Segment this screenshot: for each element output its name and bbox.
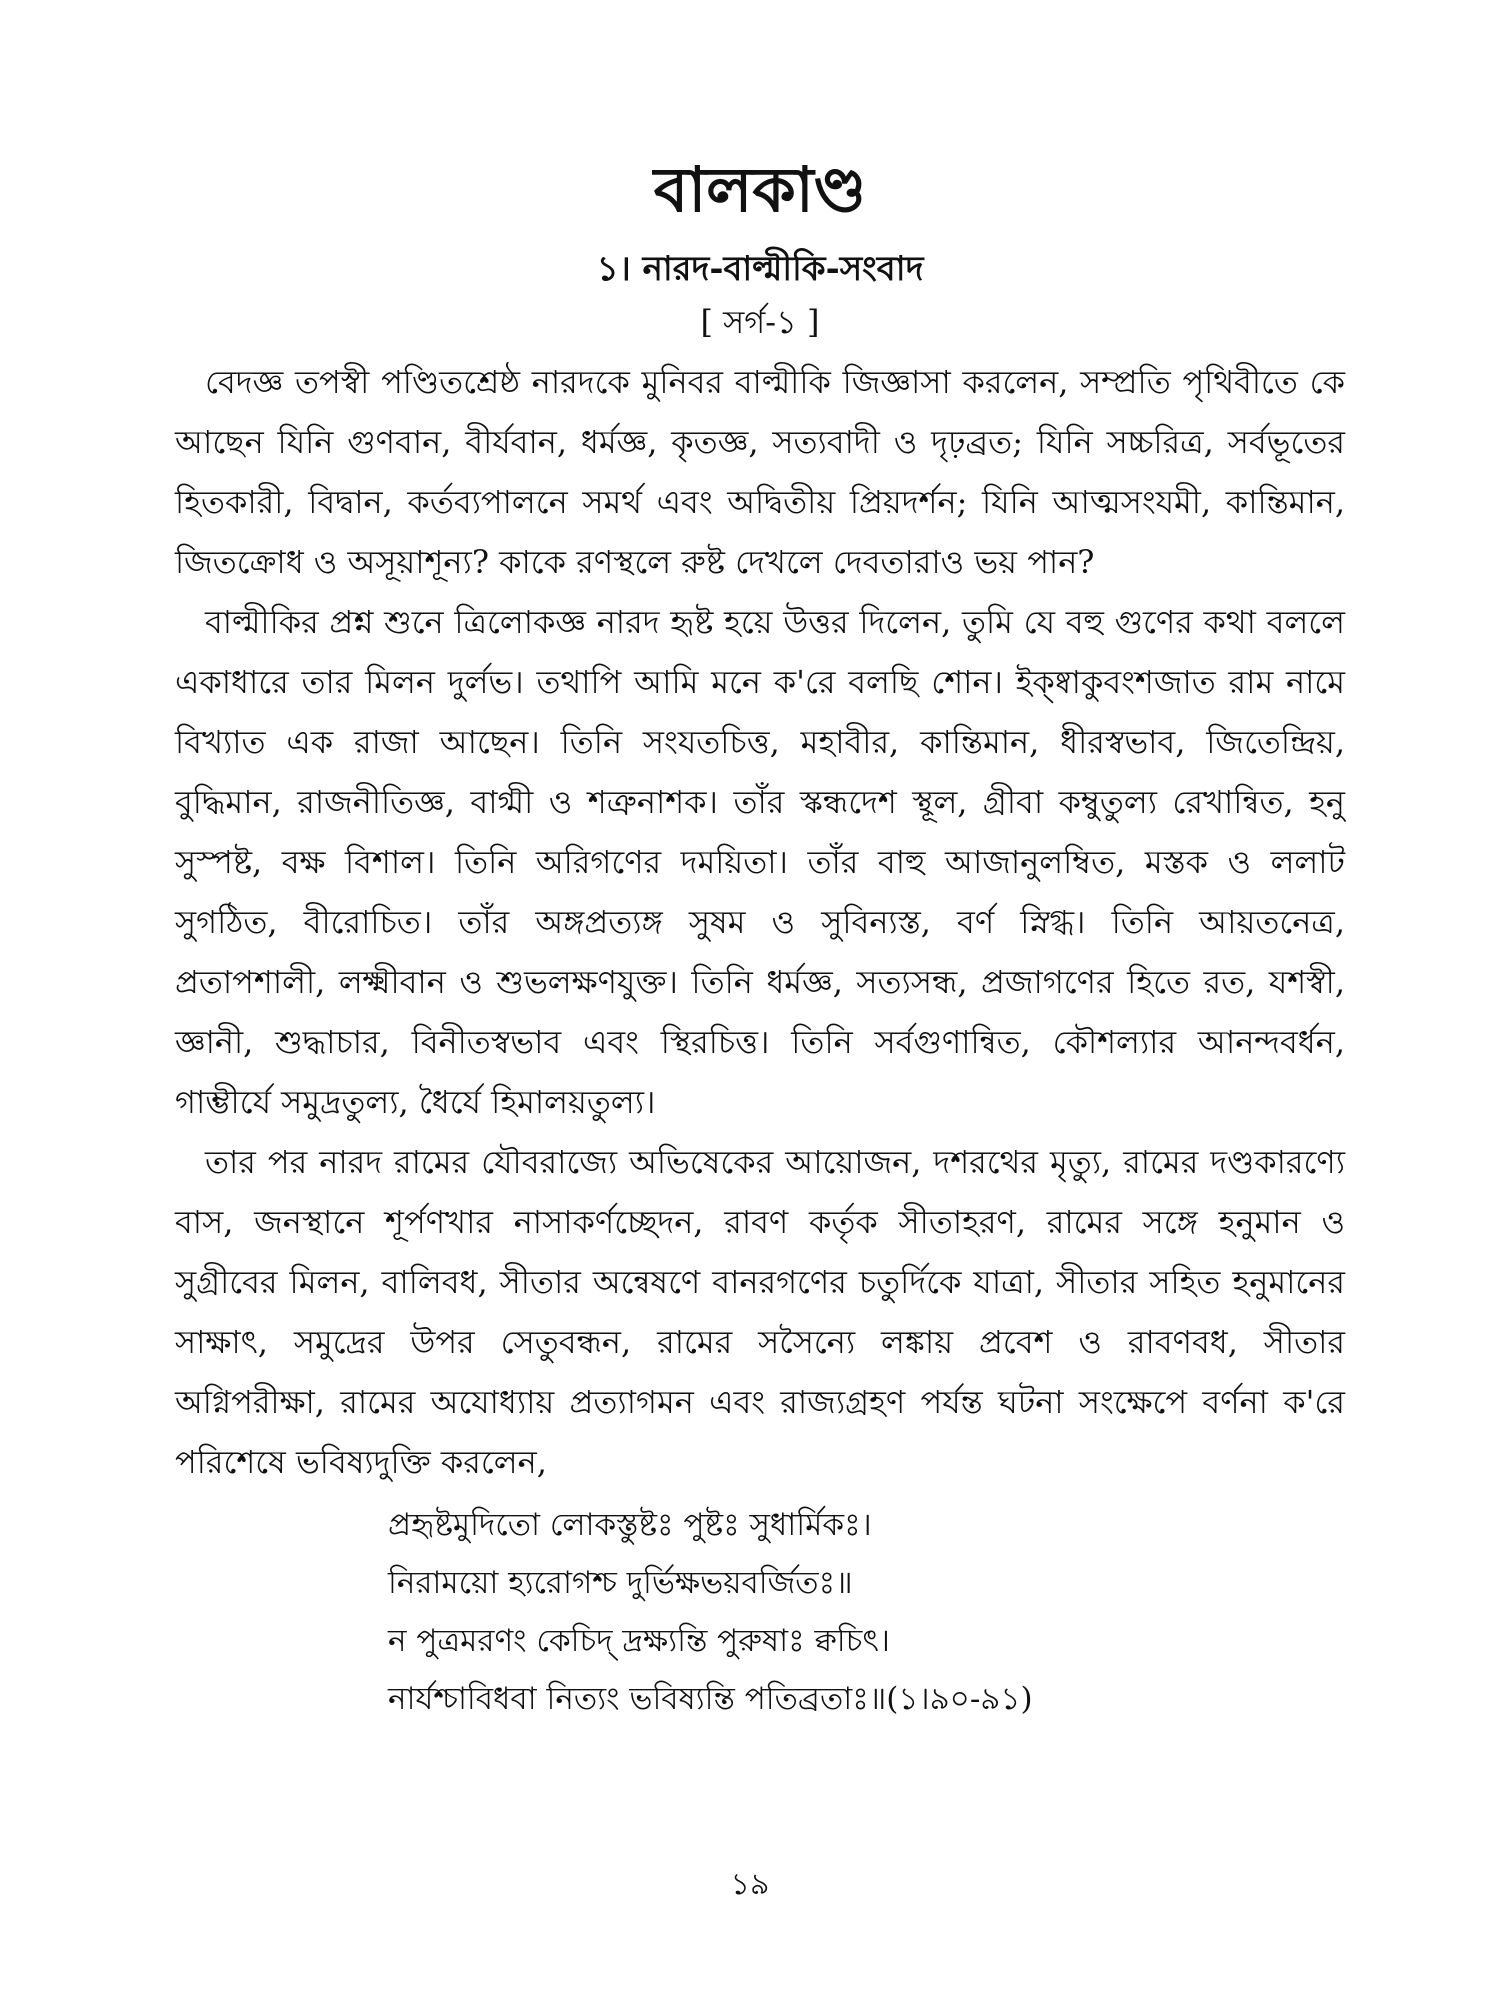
section-heading: ১। নারদ-বাল্মীকি-সংবাদ xyxy=(596,249,924,289)
verse-line-4: নার্যশ্চাবিধবা নিত্যং ভবিষ্যন্তি পতিব্রতাঃ॥(১।৯০-৯১) xyxy=(388,1681,1033,1717)
page-number: ১৯ xyxy=(730,1867,770,1902)
book-title: বালকাণ্ড xyxy=(653,153,867,226)
sanskrit-verse xyxy=(388,1496,1345,1728)
page-content xyxy=(175,150,1345,1728)
verse-line-1: প্রহৃষ্টমুদিতো লোকস্তুষ্টঃ পুষ্টঃ সুধার্মিকঃ। xyxy=(388,1507,872,1543)
sarga-label: [ সর্গ-১ ] xyxy=(700,303,820,341)
paragraph-2: বাল্মীকির প্রশ্ন শুনে ত্রিলোকজ্ঞ নারদ হৃষ্ট হয়ে উত্তর দিলেন, তুমি যে বহু গুণের কথা বললে একাধারে তার মিলন দুর্লভ। তথাপি আমি মনে ক'রে বলছি শোন। ইক্ষ্বাকুবংশজাত রাম নামে বিখ্যাত এক রাজা আছেন। তিনি সংযতচিত্ত, মহাবীর, কান্তিমান, ধীরস্বভাব, জিতেন্দ্রিয়, বুদ্ধিমান, রাজনীতিজ্ঞ, বাগ্মী ও শত্রুনাশক। তাঁর স্কন্ধদেশ স্থূল, গ্রীবা কম্বুতুল্য রেখান্বিত, হনু সুস্পষ্ট, বক্ষ বিশাল। তিনি অরিগণের দময়িতা। তাঁর বাহু আজানুলম্বিত, মস্তক ও ললাট সুগঠিত, বীরোচিত। তাঁর অঙ্গপ্রত্যঙ্গ সুষম ও সুবিন্যস্ত, বর্ণ স্নিগ্ধ। তিনি আয়তনেত্র, প্রতাপশালী, লক্ষ্মীবান ও শুভলক্ষণযুক্ত। তিনি ধর্মজ্ঞ, সত্যসন্ধ, প্রজাগণের হিতে রত, যশস্বী, জ্ঞানী, শুদ্ধাচার, বিনীতস্বভাব এবং স্থিরচিত্ত। তিনি সর্বগুণান্বিত, কৌশল্যার আনন্দবর্ধন, গাম্ভীর্যে সমুদ্রতুল্য, ধৈর্যে হিমালয়তুল্য। xyxy=(175,603,1345,1121)
verse-line-2: নিরাময়ো হ্যরোগশ্চ দুর্ভিক্ষভয়বর্জিতঃ॥ xyxy=(388,1565,853,1601)
verse-line-3: ন পুত্রমরণং কেচিদ্‌ দ্রক্ষ্যন্তি পুরুষাঃ ক্বচিৎ। xyxy=(388,1623,890,1659)
paragraph-3: তার পর নারদ রামের যৌবরাজ্যে অভিষেকের আয়োজন, দশরথের মৃত্যু, রামের দণ্ডকারণ্যে বাস, জনস্থানে শূর্পণখার নাসাকর্ণচ্ছেদন, রাবণ কর্তৃক সীতাহরণ, রামের সঙ্গে হনুমান ও সুগ্রীবের মিলন, বালিবধ, সীতার অন্বেষণে বানরগণের চতুর্দিকে যাত্রা, সীতার সহিত হনুমানের সাক্ষাৎ, সমুদ্রের উপর সেতুবন্ধন, রামের সসৈন্যে লঙ্কায় প্রবেশ ও রাবণবধ, সীতার অগ্নিপরীক্ষা, রামের অযোধ্যায় প্রত্যাগমন এবং রাজ্যগ্রহণ পর্যন্ত ঘটনা সংক্ষেপে বর্ণনা ক'রে পরিশেষে ভবিষ্যদুক্তি করলেন, xyxy=(175,1143,1345,1481)
paragraph-1: বেদজ্ঞ তপস্বী পণ্ডিতশ্রেষ্ঠ নারদকে মুনিবর বাল্মীকি জিজ্ঞাসা করলেন, সম্প্রতি পৃথিবীতে কে আছেন যিনি গুণবান, বীর্যবান, ধর্মজ্ঞ, কৃতজ্ঞ, সত্যবাদী ও দৃঢ়ব্রত; যিনি সচ্চরিত্র, সর্বভূতের হিতকারী, বিদ্বান, কর্তব্যপালনে সমর্থ এবং অদ্বিতীয় প্রিয়দর্শন; যিনি আত্মসংযমী, কান্তিমান, জিতক্রোধ ও অসূয়াশূন্য? কাকে রণস্থলে রুষ্ট দেখলে দেবতারাও ভয় পান? xyxy=(175,363,1345,581)
